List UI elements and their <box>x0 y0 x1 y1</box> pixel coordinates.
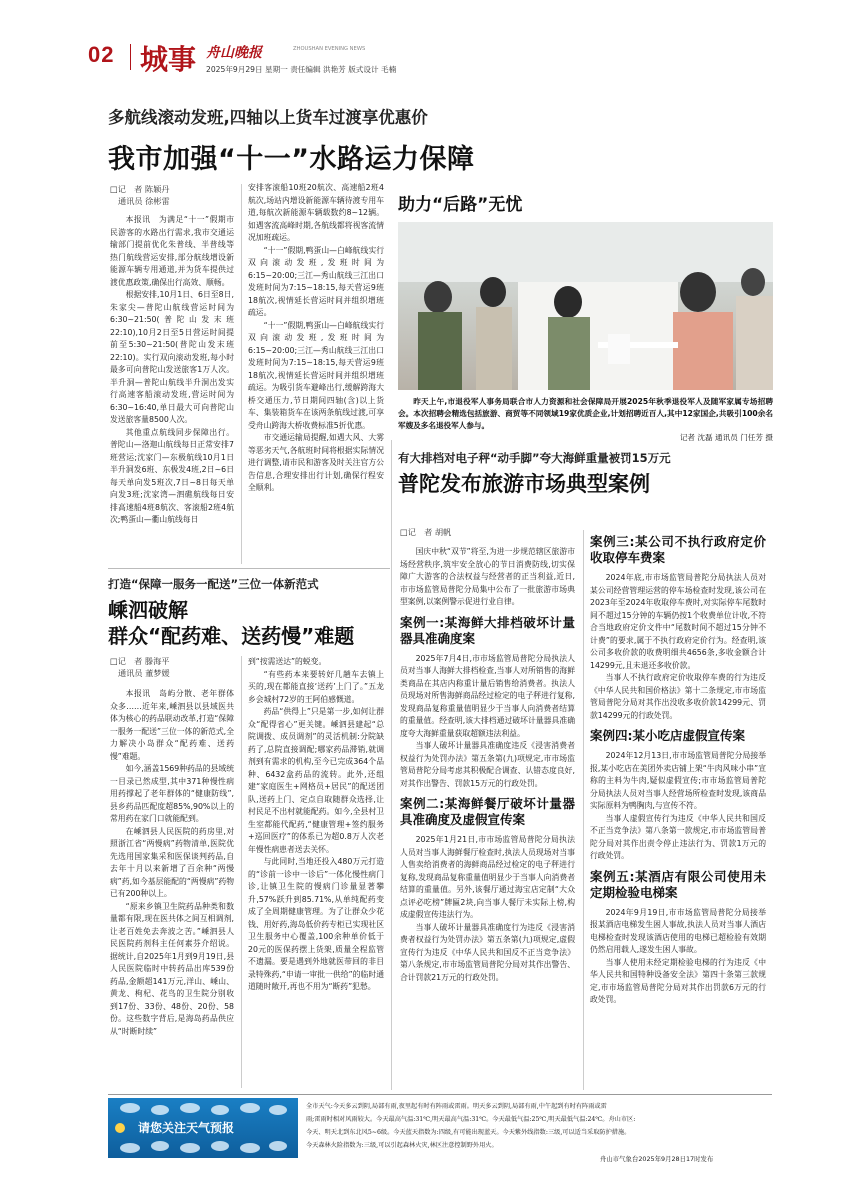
weather-text <box>306 1100 774 1152</box>
case-para: 2024年12月13日,市市场监管局普陀分局接举报,某小吃店在美团外卖店铺上架“牛肉风味小串”宣称的主料为牛肉,疑似虚假宣传;市市场监管局普陀分局执法人员对当事人经营场所检查时发现,该商品实际原料为鸭胸肉,与宣传不符。 <box>590 751 766 810</box>
footer-divider <box>108 1094 772 1095</box>
case-para: 2024年底,市市场监管局普陀分局执法人员对某公司经营管理运营的停车场检查时发现,该公司在2023年至2024年收取停车费时,对实际停车尾数时间不超过15分钟的车辆仍按1个收费单位计收,不符合当地政府定价文件中“尾数时间不超过15分钟不计费”的要求,属于不执行政府定价行为。经查明,该公司多收价款的收费明细共4656条,多收金额合计14299元,且未退还多收价款。 <box>590 573 766 670</box>
weather-line: 今天森林火险指数为:三级,可以引起森林火灾,林区注意控制野外用火。 <box>306 1142 498 1149</box>
second-byline <box>110 655 230 679</box>
case-title: 案例五:某酒店有限公司使用未定期检验电梯案 <box>590 868 766 900</box>
page-number: 02 <box>88 42 115 67</box>
case-para: 2024年9月19日,市市场监管局普陀分局接举报某酒店电梯发生困人事故,执法人员对当事人酒店电梯检查时发现该酒店使用的电梯已超检验有效期仍然启用载人,遂发生困人事故。 <box>590 907 766 954</box>
case-title: 案例三:某公司不执行政府定价收取停车费案 <box>590 534 766 565</box>
second-para: 在嵊泗县人民医院的药房里,对照浙江省“两慢病”药物清单,医院优先选用国家集采和医保谈判药品,自去年十月以来新增了百余种“两慢病”药,如今基层能配的“两慢病”药物已有200种以上。 <box>110 826 234 898</box>
second-para: 到“按需送达”的蜕变。 <box>248 657 327 666</box>
date-line: 2025年9月29日 星期一 责任编辑 洪艳芳 版式设计 毛楠 <box>206 65 397 74</box>
second-kicker: 打造“保障一服务一配送”三位一体新范式 <box>108 577 319 591</box>
case-para: 2025年1月21日,市市场监管局普陀分局执法人员对当事人海鲜餐厅检查时,执法人员现场对当事人售卖给消费者的海鲜商品经过检定的电子秤进行复称,发现商品复称重量值明显少于当事人向消费者结算的重量值。另外,该餐厅通过海宝店定制“大众点评必吃榜”牌匾2块,向当事人餐厅未实际上榜,构成虚假宣传违法行为。 <box>400 835 575 919</box>
third-headline: 普陀发布旅游市场典型案例 <box>398 472 650 496</box>
case-title: 案例四:某小吃店虚假宣传案 <box>590 728 745 743</box>
lead-para: 安排客滚船10班20航次、高速船2班4航次,场站内增设新能源车辆待渡专用车道,每航次新能源车辆载数约8~12辆。如遇客流高峰时期,各航线都将视客流情况加班疏运。 <box>248 183 384 242</box>
lead-byline <box>110 183 230 207</box>
section-divider <box>108 568 390 569</box>
second-byline-correspondent: 通讯员 董梦媛 <box>118 668 170 678</box>
case-para: 当事人虚假宣传行为违反《中华人民共和国反不正当竞争法》第八条第一款规定,市市场监管局普陀分局对其作出责令停止违法行为、罚款1万元的行政处罚。 <box>590 813 766 860</box>
second-para: 与此同时,当地还投入480万元打造的“诊前一诊中一诊后”一体化慢性病门诊,让镇卫生院的慢病门诊量显著攀升,57%跃升到85.71%,从单纯配药变成了全周期健康管理。为了让群众少花钱、用好药,海岛低价药专柜已实现社区卫生服务中心覆盖,100余种单价低于20元的医保药摆上货架,质量全程监管不遗漏。要是遇到外地就医带回的非目录特殊药,“申请一审批一供给”的临时通道随时敞开,再也不用为“断药”犯愁。 <box>248 857 384 991</box>
masthead <box>88 36 778 80</box>
second-para: 本报讯 岛屿分散、老年群体众多……近年来,嵊泗县以县域医共体为核心的药品联动改革,打造“保障一服务一配送”三位一体的新范式,全力解决小岛群众“配药难、送药慢”难题。 <box>110 689 234 761</box>
lead-byline-correspondent: 通讯员 徐彬雷 <box>118 196 170 206</box>
lead-kicker: 多航线滚动发班,四轴以上货车过渡享优惠价 <box>108 108 428 127</box>
case-para: 当事人不执行政府定价收取停车费的行为违反《中华人民共和国价格法》第十二条规定,市市场监管局普陀分局对其作出没收多收价款14299元、罚款14299元的行政处罚。 <box>590 673 766 720</box>
case-para: 当事人使用未经定期检验电梯的行为违反《中华人民共和国特种设备安全法》第四十条第三款规定,市市场监管局普陀分局对其作出罚款6万元的行政处罚。 <box>590 957 766 1004</box>
second-byline-reporter: □记 者 滕海平 <box>110 656 170 666</box>
lead-byline-reporter: □记 者 陈颖丹 <box>110 184 170 194</box>
photo-credit: 记者 沈磊 通讯员 门任芳 摄 <box>679 433 773 442</box>
column-rule <box>583 530 584 1090</box>
photo-caption <box>398 396 773 444</box>
weather-line: 今天、明天北到东北风5~6级。今天蓝天指数为:四级,有可能出现蓝天。今天紫外线指数:三级,可以适当采取防护措施。 <box>306 1129 631 1136</box>
case-para: 2025年7月4日,市市场监管局普陀分局执法人员对当事人海鲜大排档检查,当事人对所销售的海鲜类商品在其店内称重计量后销售给消费者。执法人员现场对所售海鲜商品经过检定的电子秤进行复称,发现商品复称重量值明显少于当事人向消费者结算的重量值。经查明,该大排档通过破坏计量器具准确度夸大海鲜重量获取超额违法利益。 <box>400 653 575 738</box>
column-rule <box>241 184 242 564</box>
third-column-1 <box>400 546 575 1090</box>
lead-para: 根据安排,10月1日、6日至8日,朱家尖—普陀山航线营运时间为6:30~21:50(普陀山发末班22:10),10月2日至5日营运时间提前至5:30~21:50(普陀山发末班22:10)。实行双向滚动发班,每小时最多可向普陀山发送旅客1万人次。半升洞—普陀山航线半升洞出发实行高速客船滚动发班,营运时间为6:30~16:40,单日最大可向普陀山发送旅客量8500人次。 <box>110 290 234 424</box>
weather-banner-text: 请您关注天气预报 <box>138 1121 235 1135</box>
third-byline: □记 者 胡帆 <box>400 527 452 537</box>
masthead-divider <box>130 44 131 70</box>
third-intro: 国庆中秋“双节”将至,为进一步规范辖区旅游市场经营秩序,筑牢安全放心的节日消费防线,切实保障广大游客的合法权益与经营者的正当利益,近日,市市场监管局普陀分局集中公布了一批旅游市场典型案例,以案例警示促进行业自律。 <box>400 547 575 606</box>
second-para: “有些药本来要转好几趟车去镇上买的,现在都能直接‘送药’上门了。”五龙乡会城村72岁的王阿伯感慨道。 <box>248 669 384 704</box>
second-headline-line2: 群众“配药难、送药慢”难题 <box>108 624 355 648</box>
weather-source: 舟山市气象台2025年9月28日17时发布 <box>600 1155 714 1163</box>
second-column-2 <box>248 656 384 1088</box>
weather-line: 全市天气:今天多云到阴,局部有雨,夜里起有时有阵雨或雷雨。明天多云到阴,局部有雨,中午起到有时有阵雨或雷 <box>306 1103 607 1110</box>
column-rule <box>391 440 392 1090</box>
recruitment-photo <box>398 222 773 390</box>
lead-para: “十一”假期,鸭蛋山—白峰航线实行双向滚动发班,发班时间为6:15~20:00;三江—秀山航线三江出口发班时间为7:15~18:15,每天营运9班18航次,视情延长营运时间并组织增班疏运。为吸引货车避峰出行,缓解跨海大桥交通压力,节日期间四轴(含)以上货车、集装箱货车在该两条航线过渡,可享受舟山跨海大桥收费标准5折优惠。 <box>248 320 384 430</box>
second-column-1 <box>110 688 234 1088</box>
paper-name: 舟山晚报 <box>206 45 262 61</box>
lead-para: 其他重点航线同步保障出行。普陀山—洛迦山航线每日正常安排7班营运;沈家门—东极航线10月1日半升洞发6班、东极发4班,2日~6日每天单向发5班次,7日~8日每天单向发3班;沈家湾—泗礁航线每日安排高速船4班8航次、客滚船2班4航次;鸭蛋山—衢山航线每日 <box>110 427 234 524</box>
third-kicker: 有大排档对电子秤“动手脚”夸大海鲜重量被罚15万元 <box>398 451 671 465</box>
lead-column-2 <box>248 182 384 564</box>
lead-headline: 我市加强“十一”水路运力保障 <box>108 144 475 175</box>
lead-column-1 <box>110 214 234 562</box>
photo-scene <box>398 222 773 390</box>
second-para: 药品“供得上”只是第一步,如何让群众“配得省心”更关键。嵊泗县建起“总院调拨、成员调剂”的灵活机制:分院缺药了,总院直接调配;哪家药品滞销,就调剂到有需求的机构,至今已完成364个品种、6432盒药品的流转。此外,还组建“家庭医生+网格员+居民”的配送团队,送药上门、定点自取随群众选择,让村民足不出村就能配药。如今,全县村卫生室都能代配药,“健康管理+签约服务+巡回医疗”的体系已为超0.8万人次老年慢性病患者送去关怀。 <box>248 707 384 854</box>
lead-para: 本报讯 为满足“十一”假期市民游客的水路出行需求,我市交通运输部门提前优化朱普线、半普线等热门航线营运安排,部分航线增设新能源车辆专用通道,并为货车提供过渡优惠政策,确保出行高效、顺畅。 <box>110 215 234 287</box>
photo-caption-text: 昨天上午,市退役军人事务局联合市人力资源和社会保障局开展2025年秋季退役军人及随军家属专场招聘会。本次招聘会精选包括旅游、商贸等不同领域19家优质企业,计划招聘近百人,其中12家国企,共吸引100余名军嫂及多名退役军人参与。 <box>398 397 773 430</box>
section-title: 城事 <box>140 43 197 76</box>
weather-line: 雨;雷雨时相对风雨较大。今天最高气温:31℃,明天最高气温:31℃。今天最低气温:25℃,明天最低气温:24℃。舟山市区: <box>306 1116 636 1123</box>
third-column-2 <box>590 532 766 1090</box>
column-rule <box>241 656 242 1088</box>
photo-headline: 助力“后路”无忧 <box>398 195 523 215</box>
weather-banner <box>108 1098 298 1158</box>
paper-pinyin: ZHOUSHAN EVENING NEWS <box>293 46 366 52</box>
case-title: 案例一:某海鲜大排档破坏计量器具准确度案 <box>400 614 575 646</box>
second-headline-line1: 嵊泗破解 <box>108 598 188 622</box>
case-title: 案例二:某海鲜餐厅破坏计量器具准确度及虚假宣传案 <box>400 796 575 827</box>
case-para: 当事人破坏计量器具准确度行为违反《浸害消费者权益行为处罚办法》第五条第(九)项规定,虚假宣传行为违反《中华人民共和国反不正当竞争法》第八条规定,市市场监管局普陀分局对其作出警告、合计罚款21万元的行政处罚。 <box>400 922 575 982</box>
case-para: 当事人破坏计量器具准确度违反《浸害消费者权益行为处罚办法》第五条第(九)项规定,市市场监管局普陀分局考虑其积极配合调查、认错态度良好,对其作出警告、罚款15万元的行政处罚。 <box>400 741 575 788</box>
second-para: “原来乡镇卫生院药品种类和数量都有限,现在医共体之间互相调剂,让老百姓免去奔波之苦。”嵊泗县人民医院药剂科主任何素芬介绍说。据统计,自2025年1月到9月19日,县人民医院临时中转药品出库539份药品,金额超141万元,洋山、嵊山、黄龙、枸杞、花鸟的卫生院分别收到17份、33份、48份、20份、58份。这些数字背后,是海岛药品供应从“时断时续” <box>110 901 234 1036</box>
second-para: 如今,涵盖1569种药品的县域统一目录已然成型,其中371种慢性病用药撑起了老年群体的“健康防线”,县乡药品匹配度超85%,90%以上的常用药在家门口就能配到。 <box>110 764 234 823</box>
lead-para: “十一”假期,鸭蛋山—白峰航线实行双向滚动发班,发班时间为6:15~20:00;三江—秀山航线三江出口发班时间为7:15~18:15,每天营运9班18航次,视情延长营运时间并组织增班疏运。 <box>248 245 384 317</box>
lead-para: 市交通运输局提醒,如遇大风、大雾等恶劣天气,各航班时间将根据实际情况进行调整,请市民和游客及时关注官方公告信息,合理安排出行计划,确保行程安全顺利。 <box>248 433 384 492</box>
